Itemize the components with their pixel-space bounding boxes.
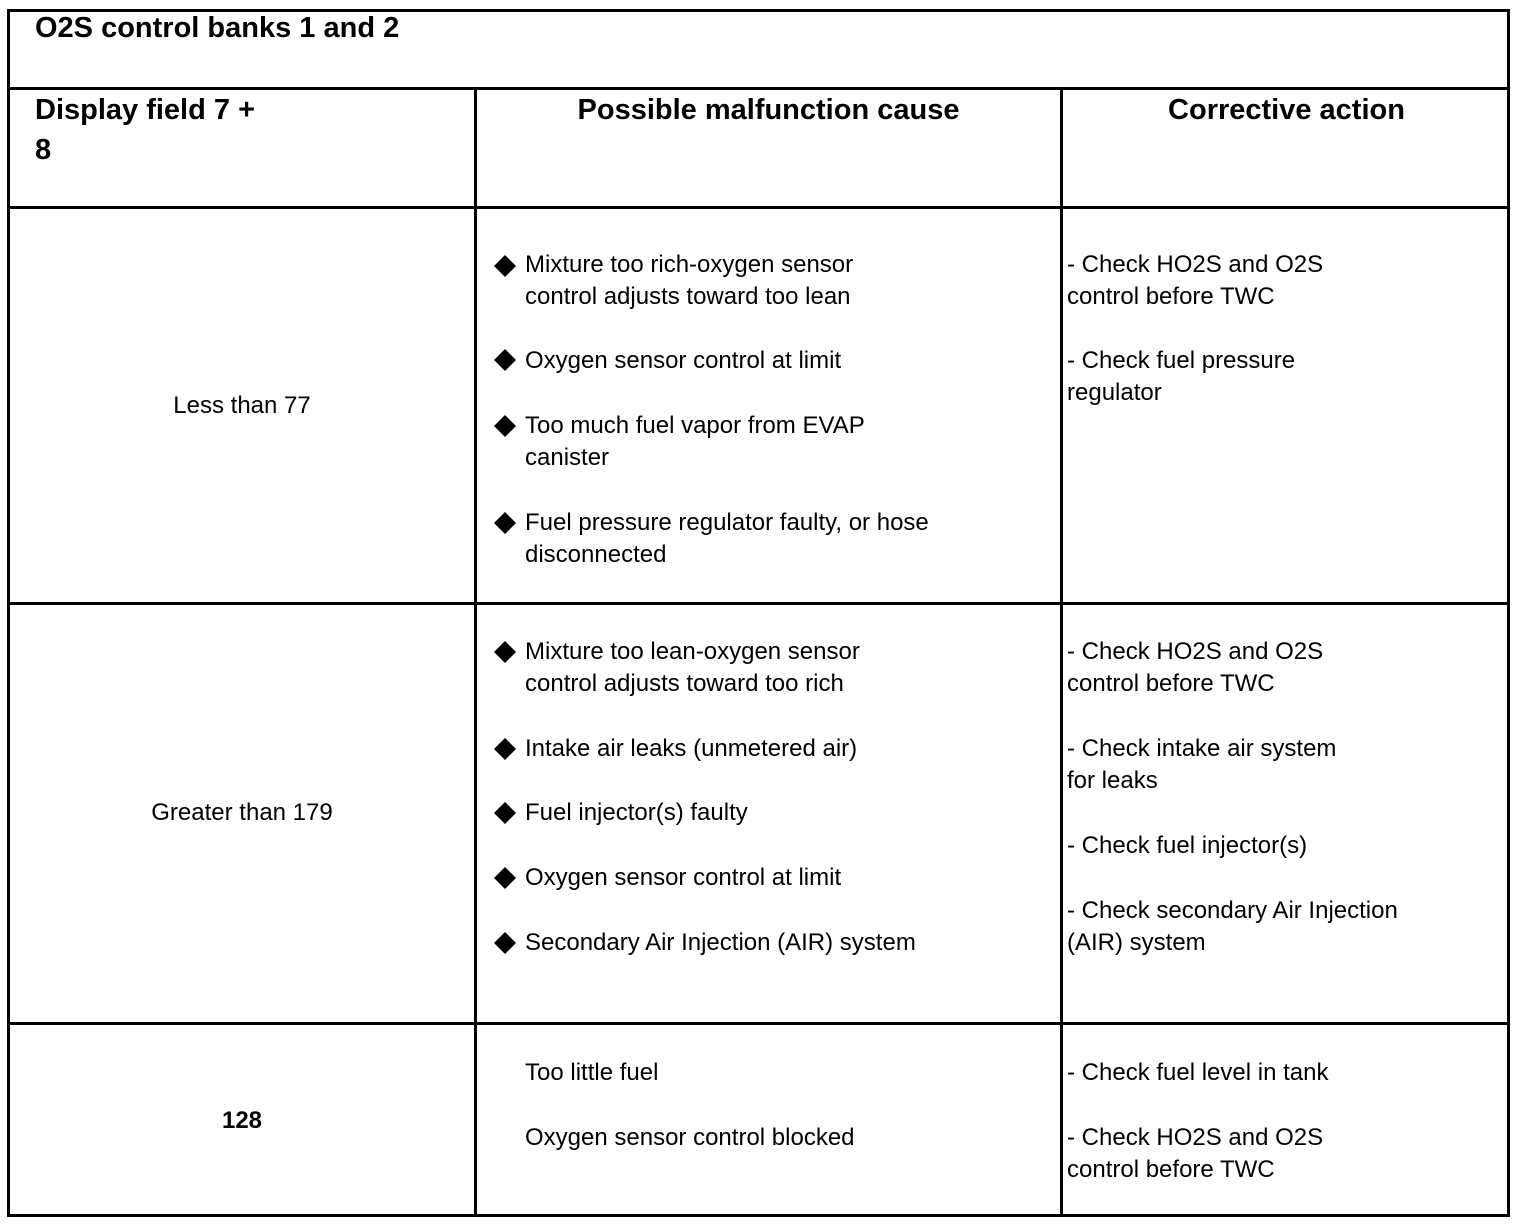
action-item: - Check HO2S and O2S control before TWC — [1067, 1124, 1324, 1183]
action-item: - Check HO2S and O2S control before TWC — [1067, 638, 1324, 697]
cause-item: Oxygen sensor control at limit — [525, 347, 842, 374]
cause-item: Fuel pressure regulator faulty, or hose disconnected — [525, 509, 929, 568]
diamond-bullet-icon — [494, 867, 516, 889]
divider — [7, 1022, 1510, 1025]
header-corrective-action: Corrective action — [1168, 94, 1405, 126]
cause-item: Mixture too lean-oxygen sensor control adjusts toward too rich — [525, 638, 860, 697]
cause-item: Mixture too rich-oxygen sensor control adjusts toward too lean — [525, 251, 854, 310]
divider — [1060, 88, 1063, 1216]
row-value: Greater than 179 — [151, 799, 333, 826]
table-title: O2S control banks 1 and 2 — [35, 12, 400, 44]
diamond-bullet-icon — [494, 641, 516, 663]
action-item: - Check fuel level in tank — [1067, 1059, 1329, 1086]
diamond-bullet-icon — [494, 255, 516, 277]
cause-item: Secondary Air Injection (AIR) system — [525, 929, 916, 956]
cause-item: Oxygen sensor control blocked — [525, 1124, 855, 1151]
diamond-bullet-icon — [494, 802, 516, 824]
row-value: Less than 77 — [173, 392, 311, 419]
header-display-field — [35, 90, 255, 170]
divider — [7, 206, 1510, 209]
row-value: 128 — [221, 1107, 263, 1134]
diamond-bullet-icon — [494, 738, 516, 760]
diamond-bullet-icon — [494, 415, 516, 437]
action-item: - Check intake air system for leaks — [1067, 735, 1337, 794]
cause-item: Oxygen sensor control at limit — [525, 864, 842, 891]
cause-item: Too much fuel vapor from EVAP canister — [525, 412, 865, 471]
cause-item: Fuel injector(s) faulty — [525, 799, 748, 826]
table-frame — [7, 9, 1510, 1217]
header-malfunction-cause: Possible malfunction cause — [577, 94, 960, 126]
action-item: - Check fuel pressure regulator — [1067, 347, 1296, 406]
diamond-bullet-icon — [494, 932, 516, 954]
action-item: - Check secondary Air Injection (AIR) system — [1067, 897, 1398, 956]
action-item: - Check HO2S and O2S control before TWC — [1067, 251, 1324, 310]
cause-item: Intake air leaks (unmetered air) — [525, 735, 858, 762]
header-display-field-line2: 8 — [35, 134, 52, 166]
diamond-bullet-icon — [494, 512, 516, 534]
diamond-bullet-icon — [494, 349, 516, 371]
action-item: - Check fuel injector(s) — [1067, 832, 1308, 859]
divider — [7, 602, 1510, 605]
cause-item: Too little fuel — [525, 1059, 659, 1086]
divider — [474, 88, 477, 1216]
header-display-field-line1: Display field 7 + — [35, 94, 256, 126]
